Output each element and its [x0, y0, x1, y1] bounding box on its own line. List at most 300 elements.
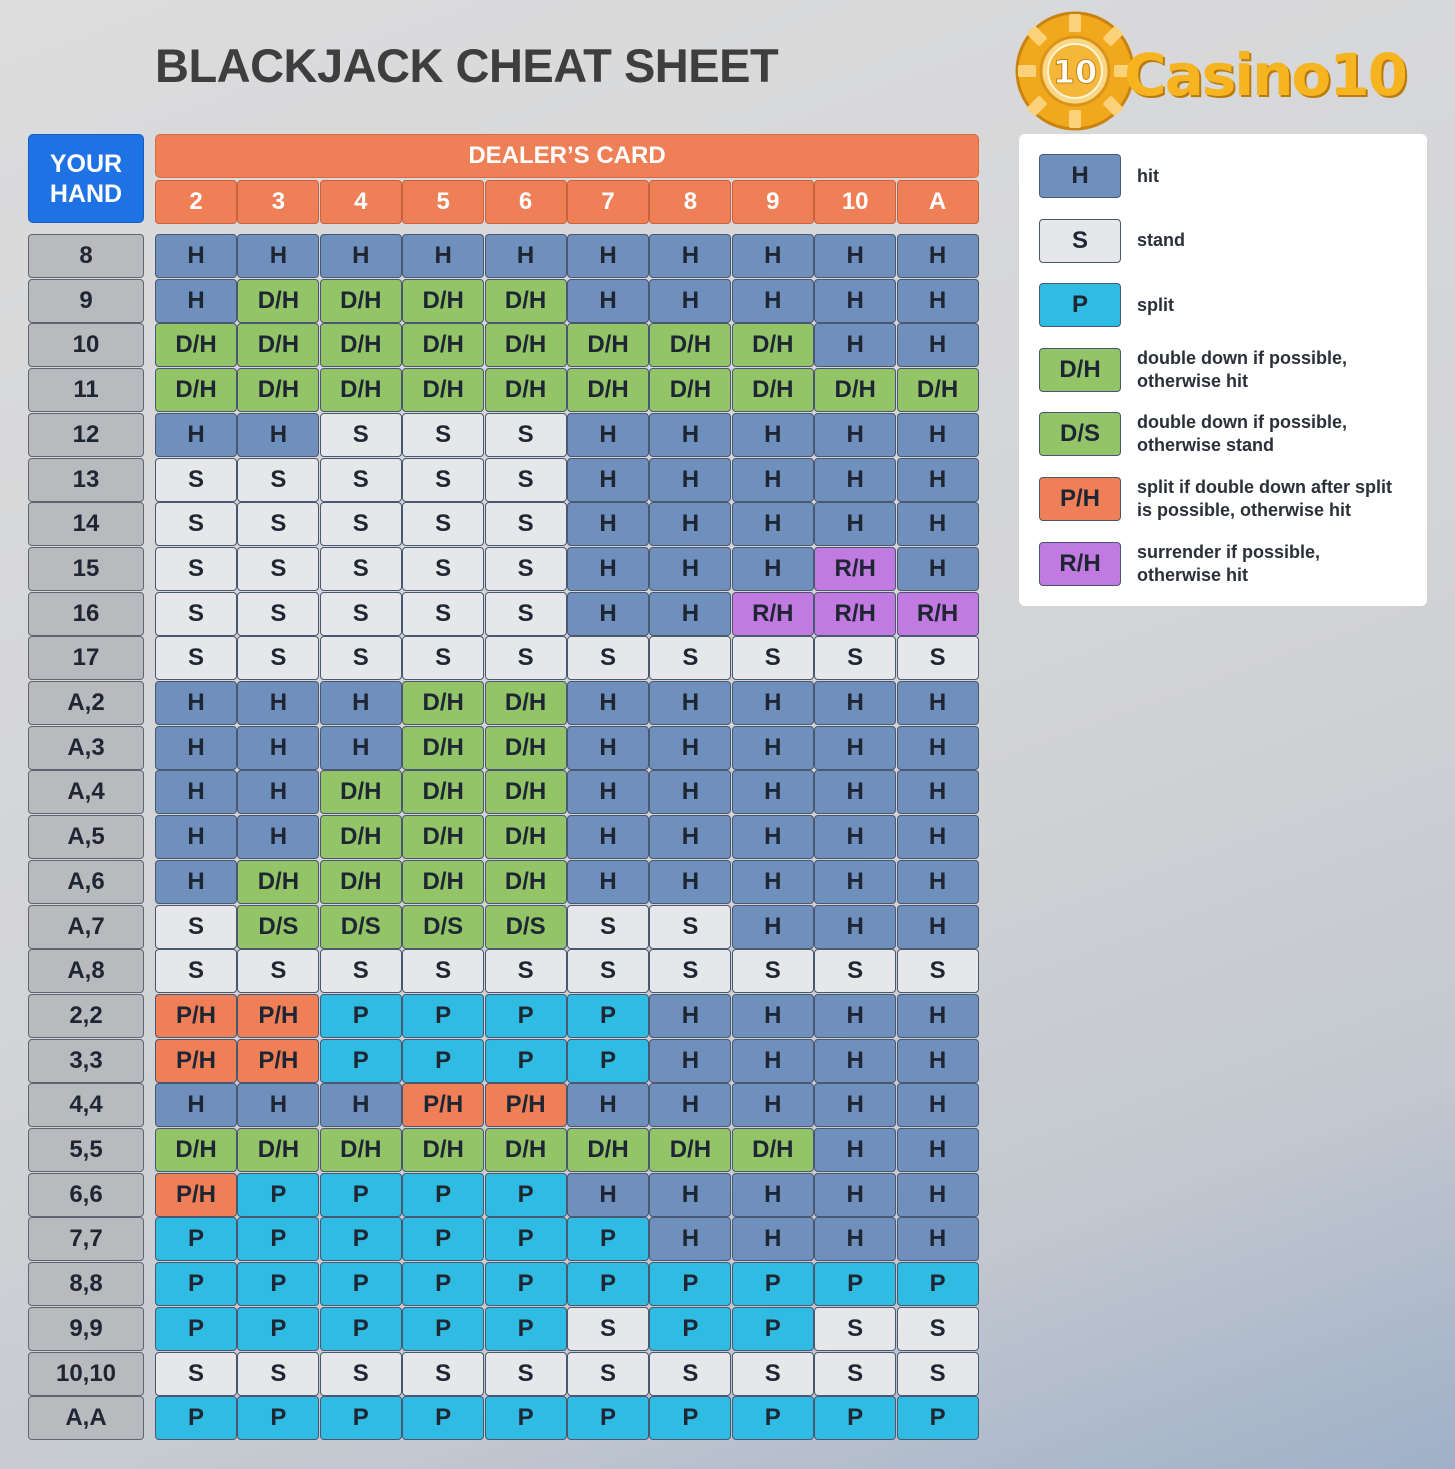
action-cell: H: [155, 279, 237, 323]
action-cell: S: [485, 413, 567, 457]
action-cell: H: [567, 547, 649, 591]
action-cell: H: [155, 860, 237, 904]
action-cell: H: [649, 1039, 731, 1083]
action-cell: S: [402, 502, 484, 546]
hand-label: 9,9: [28, 1307, 144, 1351]
action-cell: S: [402, 413, 484, 457]
action-cell: D/S: [485, 905, 567, 949]
action-cell: S: [155, 502, 237, 546]
legend-description-line: double down if possible,: [1137, 347, 1347, 368]
hand-label: 16: [28, 592, 144, 636]
action-cell: P: [320, 994, 402, 1038]
action-cell: P: [897, 1396, 979, 1440]
action-cell: P: [402, 994, 484, 1038]
action-cell: S: [237, 458, 319, 502]
action-cell: S: [402, 1352, 484, 1396]
action-cell: S: [485, 636, 567, 680]
action-cell: P: [320, 1262, 402, 1306]
action-cell: H: [320, 234, 402, 278]
action-cell: P/H: [155, 1173, 237, 1217]
action-cell: S: [485, 502, 567, 546]
action-cell: H: [732, 502, 814, 546]
action-cell: H: [897, 1217, 979, 1261]
action-cell: D/H: [402, 726, 484, 770]
legend-swatch: D/S: [1039, 412, 1121, 456]
legend-description-line: otherwise hit: [1137, 370, 1249, 391]
page-title: BLACKJACK CHEAT SHEET: [155, 39, 779, 92]
action-cell: P: [567, 994, 649, 1038]
hand-label: A,7: [28, 905, 144, 949]
action-cell: P: [320, 1307, 402, 1351]
action-cell: H: [814, 815, 896, 859]
action-cell: D/H: [402, 1128, 484, 1172]
action-cell: P: [402, 1262, 484, 1306]
action-cell: D/H: [155, 1128, 237, 1172]
legend-swatch: H: [1039, 154, 1121, 198]
hand-label: 15: [28, 547, 144, 591]
dealer-card-a: A: [897, 180, 979, 224]
action-cell: S: [237, 949, 319, 993]
action-cell: P/H: [155, 994, 237, 1038]
action-cell: P: [567, 1262, 649, 1306]
action-cell: S: [814, 636, 896, 680]
action-cell: P: [485, 1307, 567, 1351]
action-cell: S: [402, 547, 484, 591]
action-cell: H: [732, 413, 814, 457]
action-cell: S: [320, 636, 402, 680]
action-cell: P: [485, 1039, 567, 1083]
action-cell: P: [814, 1396, 896, 1440]
legend-description-line: split: [1137, 294, 1175, 315]
hand-label: 5,5: [28, 1128, 144, 1172]
action-cell: H: [732, 905, 814, 949]
hand-label: 10,10: [28, 1352, 144, 1396]
action-cell: P: [732, 1307, 814, 1351]
action-cell: H: [897, 770, 979, 814]
action-cell: S: [320, 547, 402, 591]
action-cell: H: [567, 413, 649, 457]
action-cell: S: [320, 949, 402, 993]
action-cell: P: [155, 1396, 237, 1440]
action-cell: P: [567, 1396, 649, 1440]
action-cell: H: [402, 234, 484, 278]
action-cell: H: [814, 994, 896, 1038]
action-cell: S: [567, 636, 649, 680]
legend-description: [1137, 476, 1422, 522]
action-cell: D/H: [320, 1128, 402, 1172]
action-cell: S: [567, 1307, 649, 1351]
poker-chip-icon: [1014, 10, 1136, 132]
action-cell: D/H: [237, 860, 319, 904]
legend-description-line: double down if possible,: [1137, 412, 1347, 433]
action-cell: P: [649, 1307, 731, 1351]
action-cell: P: [649, 1262, 731, 1306]
hand-label: 13: [28, 458, 144, 502]
action-cell: H: [814, 726, 896, 770]
action-cell: D/H: [402, 279, 484, 323]
legend-description: [1137, 541, 1422, 587]
action-cell: D/H: [814, 368, 896, 412]
action-cell: P: [485, 1262, 567, 1306]
action-cell: H: [155, 413, 237, 457]
action-cell: H: [155, 726, 237, 770]
action-cell: S: [732, 1352, 814, 1396]
action-cell: D/H: [402, 770, 484, 814]
action-cell: P/H: [155, 1039, 237, 1083]
action-cell: H: [897, 323, 979, 367]
action-cell: P: [237, 1217, 319, 1261]
action-cell: H: [320, 681, 402, 725]
action-cell: S: [649, 905, 731, 949]
your-hand-label-line1: YOUR: [49, 149, 123, 178]
action-cell: H: [649, 770, 731, 814]
legend-description-line: surrender if possible,: [1137, 541, 1321, 562]
action-cell: H: [649, 1173, 731, 1217]
action-cell: H: [732, 1173, 814, 1217]
chip-number: 10: [1052, 53, 1098, 91]
action-cell: P: [485, 994, 567, 1038]
action-cell: H: [649, 279, 731, 323]
action-cell: H: [732, 815, 814, 859]
action-cell: H: [649, 1083, 731, 1127]
hand-label: A,A: [28, 1396, 144, 1440]
action-cell: H: [237, 1083, 319, 1127]
action-cell: S: [237, 502, 319, 546]
action-cell: H: [897, 1039, 979, 1083]
action-cell: S: [732, 949, 814, 993]
action-cell: H: [897, 1173, 979, 1217]
hand-label: 8: [28, 234, 144, 278]
legend-swatch: P/H: [1039, 477, 1121, 521]
action-cell: S: [237, 592, 319, 636]
action-cell: P: [402, 1217, 484, 1261]
action-cell: D/H: [485, 368, 567, 412]
dealer-card-6: 6: [485, 180, 567, 224]
action-cell: S: [155, 592, 237, 636]
action-cell: P: [567, 1217, 649, 1261]
action-cell: D/H: [649, 368, 731, 412]
legend-description-line: is possible, otherwise hit: [1137, 500, 1352, 520]
hand-label: A,2: [28, 681, 144, 725]
action-cell: H: [814, 1128, 896, 1172]
action-cell: H: [237, 234, 319, 278]
action-cell: H: [237, 815, 319, 859]
action-cell: S: [732, 636, 814, 680]
action-cell: S: [567, 949, 649, 993]
action-cell: P: [320, 1217, 402, 1261]
hand-label: 3,3: [28, 1039, 144, 1083]
action-cell: S: [485, 592, 567, 636]
action-cell: D/S: [237, 905, 319, 949]
action-cell: H: [649, 681, 731, 725]
dealer-card-2: 2: [155, 180, 237, 224]
action-cell: D/S: [320, 905, 402, 949]
action-cell: S: [649, 636, 731, 680]
action-cell: D/H: [320, 860, 402, 904]
action-cell: P: [237, 1262, 319, 1306]
logo-text: Casino10: [1124, 41, 1406, 109]
action-cell: S: [567, 905, 649, 949]
action-cell: D/H: [732, 368, 814, 412]
legend-description-line: stand: [1137, 230, 1186, 251]
action-cell: P/H: [485, 1083, 567, 1127]
action-cell: H: [649, 860, 731, 904]
hand-label: A,6: [28, 860, 144, 904]
hand-label: 14: [28, 502, 144, 546]
action-cell: H: [814, 1217, 896, 1261]
action-cell: S: [320, 502, 402, 546]
action-cell: P: [320, 1173, 402, 1217]
action-cell: H: [732, 860, 814, 904]
your-hand-label-line2: HAND: [49, 179, 123, 208]
hand-label: A,4: [28, 770, 144, 814]
action-cell: H: [814, 1173, 896, 1217]
action-cell: S: [237, 1352, 319, 1396]
action-cell: H: [897, 1128, 979, 1172]
action-cell: S: [402, 636, 484, 680]
action-cell: H: [732, 1217, 814, 1261]
action-cell: P: [237, 1173, 319, 1217]
action-cell: P/H: [237, 1039, 319, 1083]
action-cell: H: [320, 1083, 402, 1127]
action-cell: D/H: [320, 368, 402, 412]
action-cell: H: [567, 279, 649, 323]
action-cell: H: [897, 1083, 979, 1127]
action-cell: S: [567, 1352, 649, 1396]
action-cell: R/H: [732, 592, 814, 636]
dealer-card-header: DEALER’S CARD: [155, 134, 979, 178]
action-cell: H: [649, 994, 731, 1038]
action-cell: S: [155, 547, 237, 591]
action-cell: H: [814, 234, 896, 278]
action-cell: S: [897, 1307, 979, 1351]
action-cell: H: [155, 234, 237, 278]
action-cell: H: [567, 502, 649, 546]
hand-label: 8,8: [28, 1262, 144, 1306]
action-cell: P: [402, 1173, 484, 1217]
action-cell: H: [732, 994, 814, 1038]
action-cell: H: [814, 770, 896, 814]
action-cell: D/H: [485, 860, 567, 904]
action-cell: H: [155, 770, 237, 814]
hand-label: 11: [28, 368, 144, 412]
legend-description-line: split if double down after split: [1137, 477, 1392, 497]
action-cell: H: [814, 502, 896, 546]
hand-label: A,5: [28, 815, 144, 859]
action-cell: D/H: [320, 279, 402, 323]
legend-swatch: P: [1039, 283, 1121, 327]
casino10-logo: [1014, 10, 1406, 132]
action-cell: P: [155, 1262, 237, 1306]
action-cell: P: [485, 1173, 567, 1217]
action-cell: S: [155, 458, 237, 502]
action-cell: H: [814, 860, 896, 904]
action-cell: H: [897, 860, 979, 904]
legend-description: [1137, 165, 1422, 188]
action-cell: P: [649, 1396, 731, 1440]
action-cell: D/H: [155, 323, 237, 367]
action-cell: H: [732, 770, 814, 814]
legend-description: [1137, 347, 1422, 393]
action-cell: H: [567, 234, 649, 278]
dealer-card-9: 9: [732, 180, 814, 224]
action-cell: D/H: [567, 1128, 649, 1172]
action-cell: H: [649, 413, 731, 457]
action-cell: P: [485, 1396, 567, 1440]
action-cell: S: [402, 458, 484, 502]
legend-description-line: otherwise stand: [1137, 435, 1275, 456]
action-cell: H: [567, 592, 649, 636]
dealer-card-8: 8: [649, 180, 731, 224]
action-cell: H: [814, 413, 896, 457]
action-cell: H: [814, 323, 896, 367]
legend-description: [1137, 229, 1422, 252]
action-cell: H: [814, 681, 896, 725]
action-cell: H: [732, 458, 814, 502]
action-cell: P: [155, 1217, 237, 1261]
hand-label: 4,4: [28, 1083, 144, 1127]
action-cell: H: [732, 726, 814, 770]
action-cell: H: [320, 726, 402, 770]
action-cell: D/H: [402, 368, 484, 412]
action-cell: P: [320, 1039, 402, 1083]
action-cell: D/H: [402, 681, 484, 725]
action-cell: S: [320, 592, 402, 636]
action-cell: P: [320, 1396, 402, 1440]
action-cell: D/H: [485, 323, 567, 367]
action-cell: S: [155, 636, 237, 680]
action-cell: S: [485, 949, 567, 993]
action-cell: H: [897, 994, 979, 1038]
action-cell: P/H: [237, 994, 319, 1038]
action-cell: D/H: [320, 323, 402, 367]
hand-label: 17: [28, 636, 144, 680]
action-cell: S: [155, 949, 237, 993]
legend-description-line: hit: [1137, 165, 1159, 186]
action-cell: D/S: [402, 905, 484, 949]
action-cell: H: [649, 502, 731, 546]
action-cell: D/H: [567, 368, 649, 412]
action-cell: D/H: [320, 815, 402, 859]
action-cell: S: [649, 1352, 731, 1396]
action-cell: D/H: [732, 323, 814, 367]
action-cell: H: [567, 770, 649, 814]
legend-description-line: otherwise hit: [1137, 564, 1249, 585]
action-cell: H: [897, 905, 979, 949]
action-cell: P: [897, 1262, 979, 1306]
legend-swatch: R/H: [1039, 542, 1121, 586]
action-cell: H: [897, 681, 979, 725]
action-cell: H: [649, 592, 731, 636]
action-cell: S: [402, 592, 484, 636]
action-cell: D/H: [485, 726, 567, 770]
action-cell: S: [485, 458, 567, 502]
hand-label: 7,7: [28, 1217, 144, 1261]
action-cell: H: [814, 1083, 896, 1127]
hand-label: A,8: [28, 949, 144, 993]
action-cell: S: [485, 547, 567, 591]
action-cell: H: [649, 234, 731, 278]
action-cell: S: [814, 1307, 896, 1351]
action-cell: D/H: [237, 323, 319, 367]
action-cell: H: [897, 547, 979, 591]
action-cell: S: [485, 1352, 567, 1396]
action-cell: S: [897, 636, 979, 680]
action-cell: D/H: [649, 1128, 731, 1172]
action-cell: S: [155, 1352, 237, 1396]
action-cell: P: [567, 1039, 649, 1083]
action-cell: H: [237, 770, 319, 814]
action-cell: D/H: [237, 279, 319, 323]
legend-description: [1137, 294, 1422, 317]
action-cell: H: [732, 1083, 814, 1127]
action-cell: H: [155, 1083, 237, 1127]
action-cell: H: [649, 458, 731, 502]
dealer-card-4: 4: [320, 180, 402, 224]
legend-description: [1137, 411, 1422, 457]
action-cell: H: [732, 279, 814, 323]
action-cell: H: [897, 815, 979, 859]
action-cell: S: [402, 949, 484, 993]
action-cell: H: [567, 815, 649, 859]
action-cell: D/H: [485, 815, 567, 859]
hand-label: 6,6: [28, 1173, 144, 1217]
action-cell: D/H: [485, 1128, 567, 1172]
action-cell: H: [237, 726, 319, 770]
action-cell: P/H: [402, 1083, 484, 1127]
action-cell: H: [155, 681, 237, 725]
action-cell: H: [649, 1217, 731, 1261]
action-cell: H: [814, 279, 896, 323]
action-cell: D/H: [237, 1128, 319, 1172]
action-cell: D/H: [402, 323, 484, 367]
action-cell: H: [732, 547, 814, 591]
action-cell: S: [320, 413, 402, 457]
legend-panel: [1019, 134, 1427, 606]
action-cell: H: [897, 413, 979, 457]
action-cell: H: [567, 1173, 649, 1217]
action-cell: S: [649, 949, 731, 993]
action-cell: H: [897, 279, 979, 323]
action-cell: P: [732, 1262, 814, 1306]
action-cell: D/H: [485, 681, 567, 725]
action-cell: P: [155, 1307, 237, 1351]
action-cell: D/H: [649, 323, 731, 367]
action-cell: H: [732, 681, 814, 725]
action-cell: P: [402, 1307, 484, 1351]
action-cell: D/H: [155, 368, 237, 412]
action-cell: R/H: [814, 592, 896, 636]
action-cell: P: [237, 1307, 319, 1351]
action-cell: S: [897, 949, 979, 993]
action-cell: H: [814, 905, 896, 949]
action-cell: D/H: [485, 770, 567, 814]
action-cell: H: [649, 815, 731, 859]
action-cell: S: [237, 636, 319, 680]
action-cell: H: [567, 860, 649, 904]
action-cell: H: [155, 815, 237, 859]
action-cell: H: [485, 234, 567, 278]
hand-label: A,3: [28, 726, 144, 770]
hand-label: 2,2: [28, 994, 144, 1038]
dealer-card-10: 10: [814, 180, 896, 224]
action-cell: P: [485, 1217, 567, 1261]
action-cell: D/H: [897, 368, 979, 412]
action-cell: H: [567, 1083, 649, 1127]
action-cell: P: [237, 1396, 319, 1440]
action-cell: S: [155, 905, 237, 949]
action-cell: H: [814, 458, 896, 502]
